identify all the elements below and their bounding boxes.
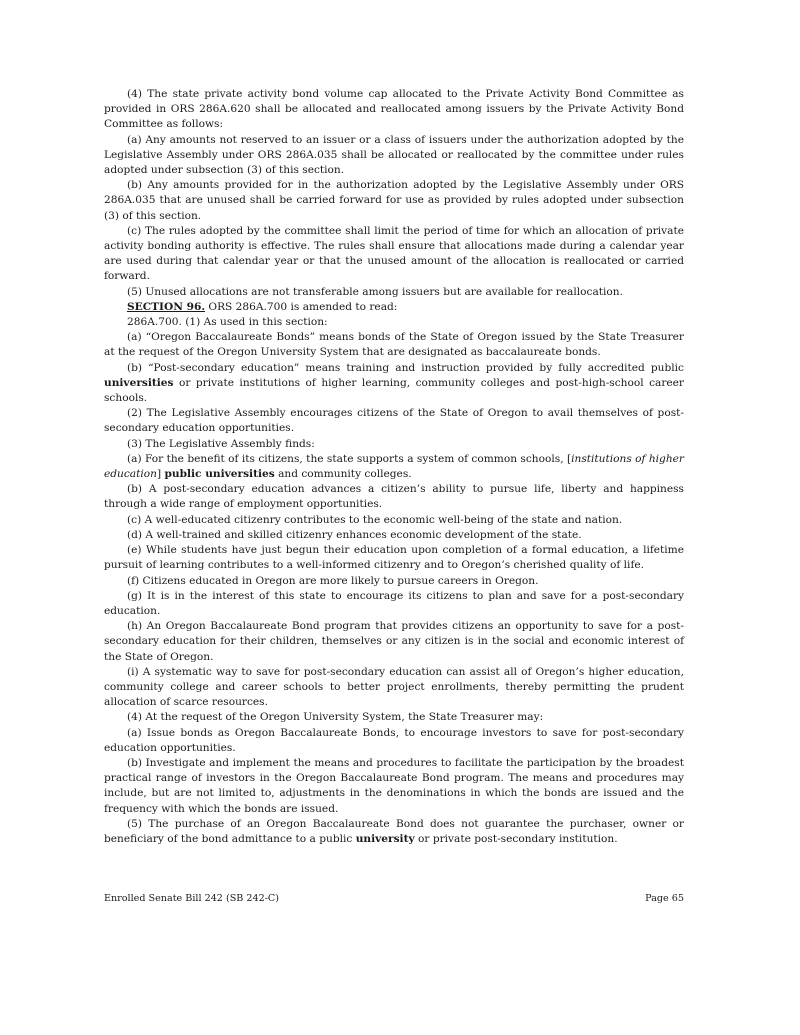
paragraph: (5) Unused allocations are not transferable among issuers but are available for reallocation.: [127, 285, 623, 298]
paragraph: (g) It is in the interest of this state to encourage its citizens to plan and save for a post-secondary education.: [104, 589, 684, 617]
paragraph: [104, 361, 684, 407]
text-run: and community colleges.: [274, 468, 412, 481]
footer-page-number: Page 65: [645, 893, 684, 904]
text-run: or private institutions of higher learning, community colleges and post-high-school career schools.: [104, 376, 684, 405]
paragraph: (f) Citizens educated in Oregon are more likely to pursue careers in Oregon.: [127, 574, 539, 587]
paragraph: (e) While students have just begun their education upon completion of a formal education, a lifetime pursuit of learning contributes to a well-informed citizenry and to Oregon’s cherished quality of life.: [104, 544, 684, 572]
paragraph: (d) A well-trained and skilled citizenry enhances economic development of the state.: [127, 528, 582, 541]
text-run: (a) For the benefit of its citizens, the state supports a system of common schools, [: [127, 452, 572, 465]
text-run: ]: [156, 468, 165, 481]
paragraph: (b) A post-secondary education advances a citizen’s ability to pursue life, liberty and happiness through a wide range of employment opportunities.: [104, 483, 684, 511]
paragraph: [104, 452, 684, 482]
paragraph: (a) Any amounts not reserved to an issuer or a class of issuers under the authorization adopted by the Legislative Assembly under ORS 286A.035 shall be allocated or reallocated by the committee under rules adopted under subsection (3) of this section.: [104, 133, 684, 177]
section-text: ORS 286A.700 is amended to read:: [205, 300, 398, 313]
page-footer: [104, 893, 684, 904]
paragraph: (4) At the request of the Oregon University System, the State Treasurer may:: [127, 711, 544, 724]
paragraph: (2) The Legislative Assembly encourages citizens of the State of Oregon to avail themselves of post-secondary education opportunities.: [104, 407, 684, 435]
paragraph: 286A.700. (1) As used in this section:: [127, 316, 328, 329]
section-96-paragraph: [104, 300, 684, 315]
text-run: or private post-secondary institution.: [414, 832, 618, 845]
paragraph: [104, 817, 684, 847]
paragraph: (3) The Legislative Assembly finds:: [127, 437, 315, 450]
paragraph: (b) Any amounts provided for in the authorization adopted by the Legislative Assembly under ORS 286A.035 that are unused shall be carried forward for use as provided by rules adopted under subsection (3) of this section.: [104, 179, 684, 222]
section-heading: SECTION 96.: [127, 300, 206, 313]
paragraph: (b) Investigate and implement the means and procedures to facilitate the participation by the broadest practical range of investors in the Oregon Baccalaureate Bond program. The means and procedures may include, but are not limited to, adjustments in the denominations in which the bonds are issued and the frequency with which the bonds are issued.: [104, 756, 684, 815]
paragraph: (c) The rules adopted by the committee shall limit the period of time for which an allocation of private activity bonding authority is effective. The rules shall ensure that allocations made during a calendar year are used during that calendar year or that the unused amount of the allocation is reallocated or carried forward.: [104, 224, 684, 283]
inserted-text: universities: [104, 376, 174, 389]
paragraph: (a) “Oregon Baccalaureate Bonds” means bonds of the State of Oregon issued by the State Treasurer at the request of the Oregon University System that are designated as baccalaureate bonds.: [104, 331, 684, 359]
deleted-text: institutions of higher education: [104, 452, 684, 481]
inserted-text: university: [355, 832, 415, 845]
text-run: (b) “Post-secondary education” means training and instruction provided by fully accredited public: [127, 361, 684, 374]
inserted-text: public universities: [164, 468, 275, 481]
paragraph: (h) An Oregon Baccalaureate Bond program that provides citizens an opportunity to save for a post-secondary education for their children, themselves or any citizen is in the social and economic interest of the State of Oregon.: [104, 620, 684, 663]
paragraph: (i) A systematic way to save for post-secondary education can assist all of Oregon’s higher education, community college and career schools to better project enrollments, thereby permitting the prudent allocation of scarce resources.: [104, 665, 684, 709]
footer-bill-title: Enrolled Senate Bill 242 (SB 242-C): [104, 893, 279, 904]
paragraph: (a) Issue bonds as Oregon Baccalaureate Bonds, to encourage investors to save for post-secondary education opportunities.: [104, 726, 684, 754]
paragraph: (4) The state private activity bond volume cap allocated to the Private Activity Bond Committee as provided in ORS 286A.620 shall be allocated and reallocated among issuers by the Private Activity Bond Committee as follows:: [104, 88, 684, 131]
paragraph: (c) A well-educated citizenry contributes to the economic well-being of the state and nation.: [127, 513, 623, 526]
text-run: (5) The purchase of an Oregon Baccalaureate Bond does not guarantee the purchaser, owner or beneficiary of the bond admittance to a public: [104, 817, 684, 845]
document-body: [104, 87, 684, 847]
